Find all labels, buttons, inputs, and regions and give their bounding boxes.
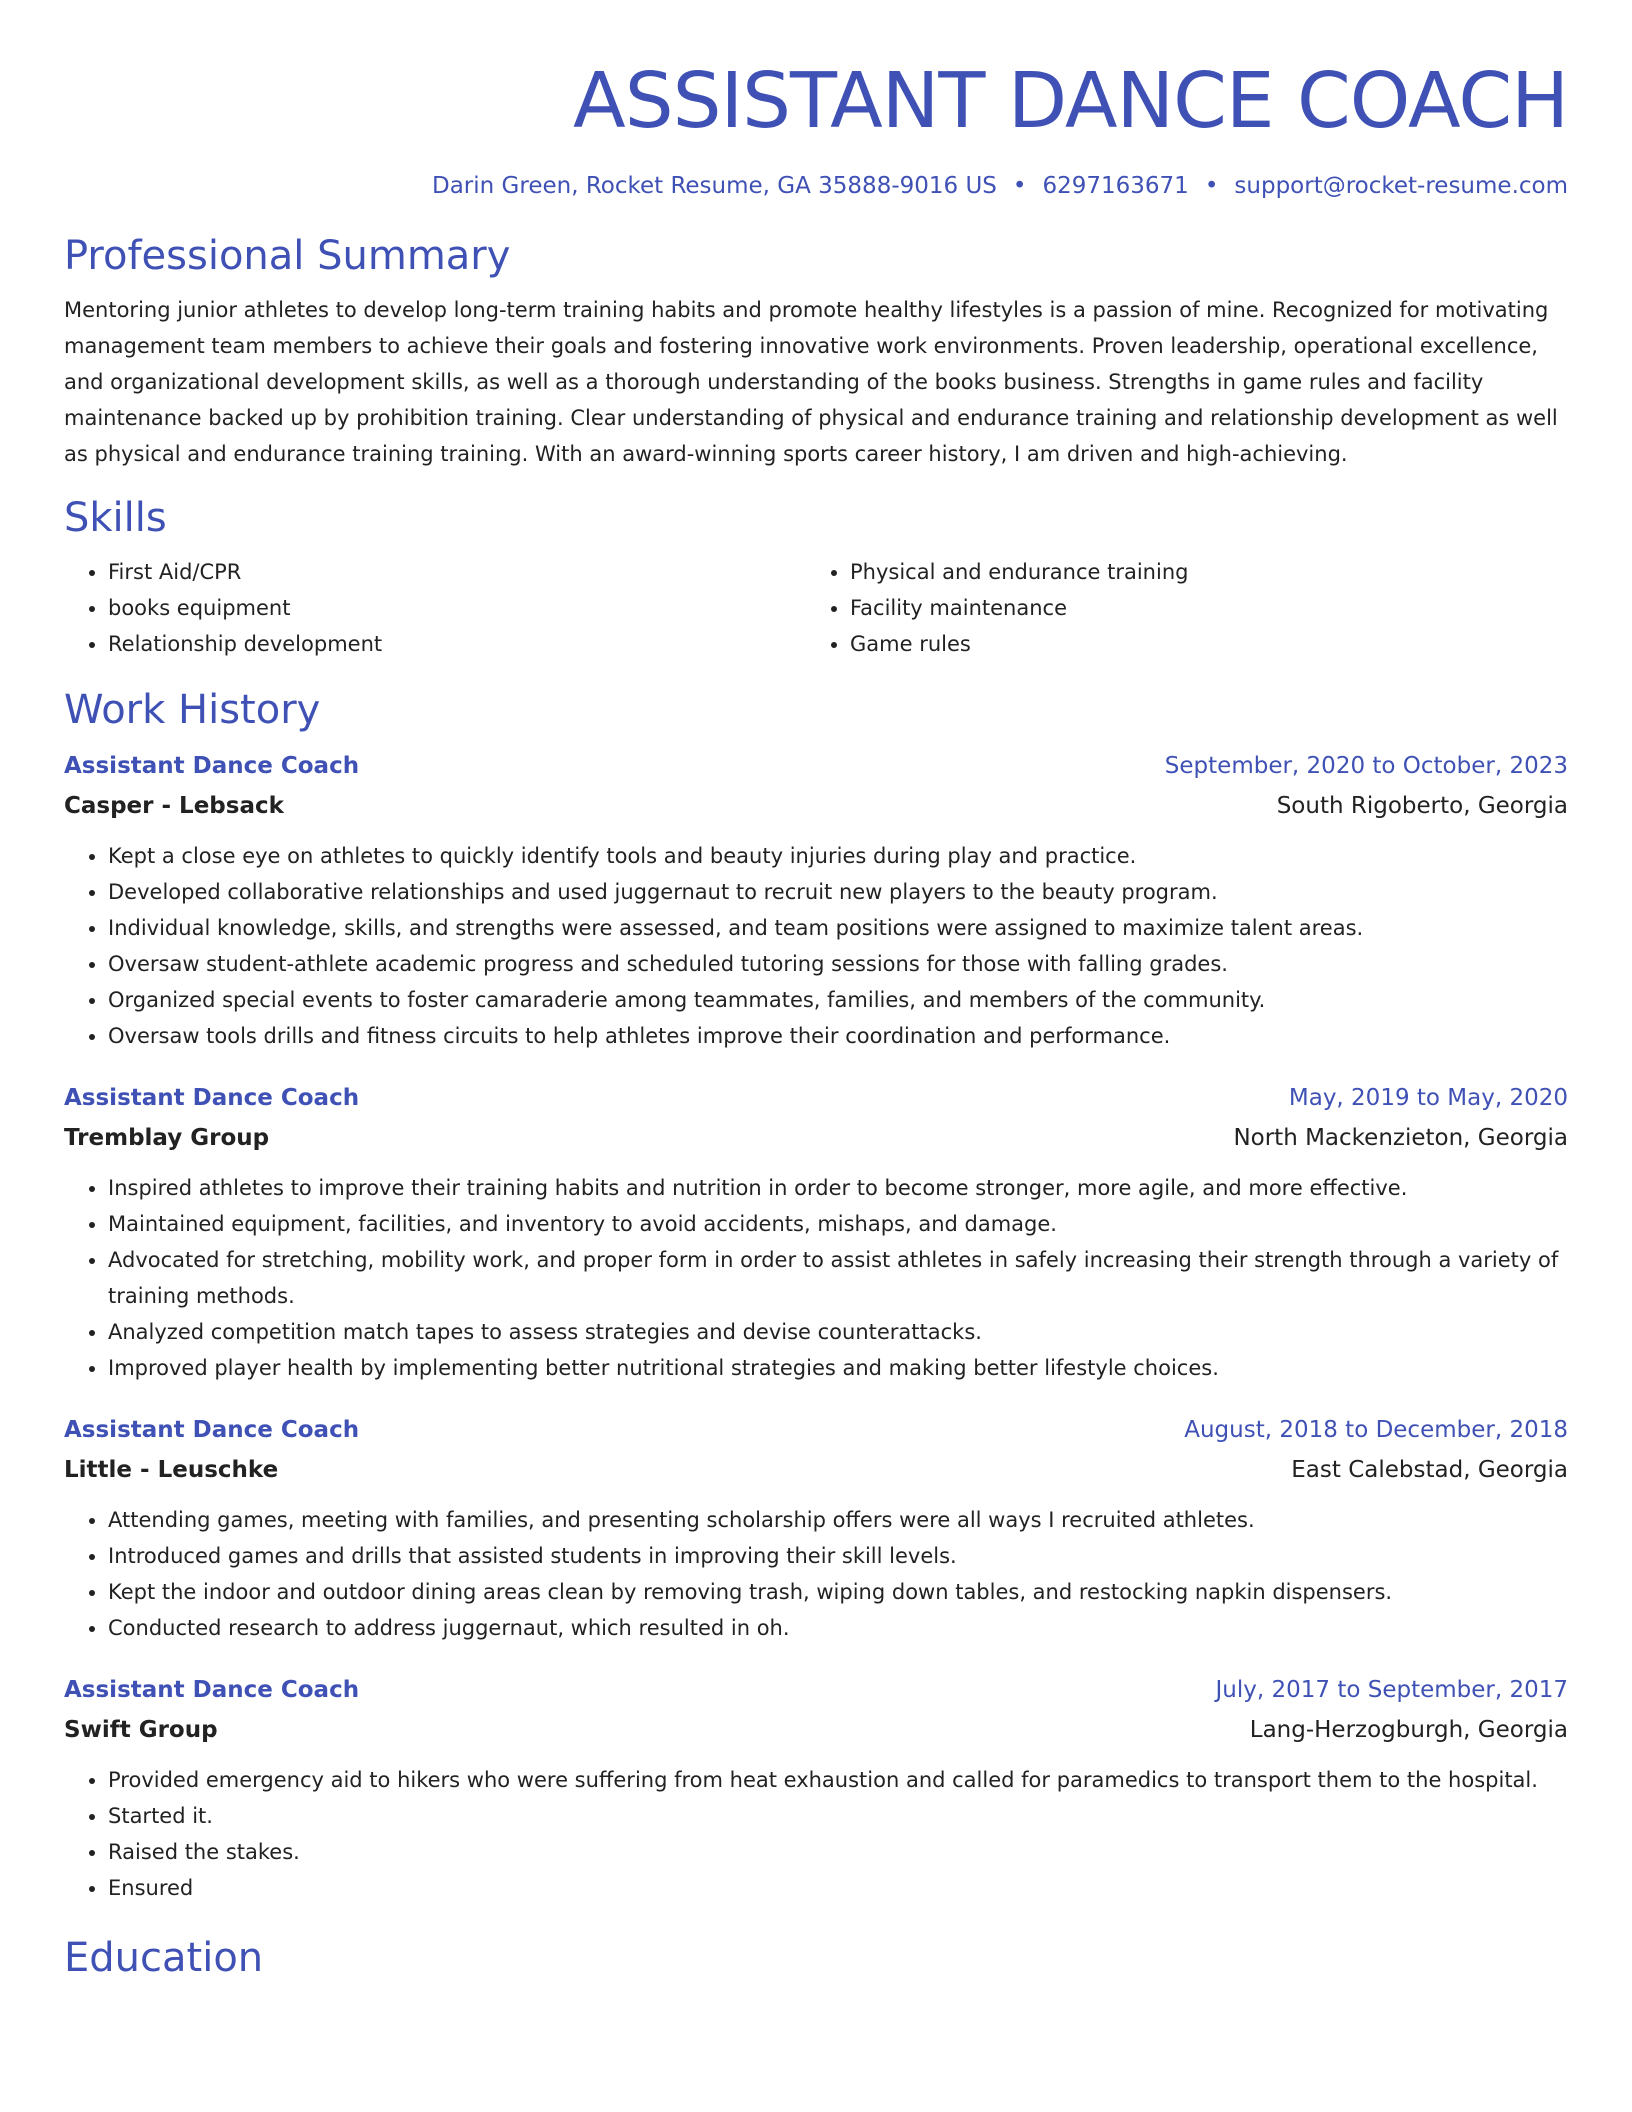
job-bullet: • Conducted research to address juggernaut, which resulted in oh. [108, 1610, 1568, 1646]
contact-separator: • [1204, 173, 1219, 199]
job-company-row [64, 1712, 1568, 1748]
contact-address: Darin Green, Rocket Resume, GA 35888-9016 US [432, 173, 997, 199]
job-company-row [64, 1452, 1568, 1488]
summary-heading: Professional Summary [64, 233, 511, 279]
job-company: Tremblay Group [64, 1125, 270, 1151]
job-location: Lang-Herzogburgh, Georgia [1249, 1717, 1568, 1743]
job-bullet: • Started it. [108, 1798, 1568, 1834]
job-role: Assistant Dance Coach [64, 1417, 360, 1443]
job-dates: July, 2017 to September, 2017 [1215, 1677, 1568, 1703]
job-bullets [64, 1762, 1568, 1906]
skill-item: • Facility maintenance [850, 590, 1548, 626]
job-location: East Calebstad, Georgia [1291, 1457, 1568, 1483]
contact-phone: 6297163671 [1042, 173, 1189, 199]
job-company-row [64, 1120, 1568, 1156]
job-bullet: • Inspired athletes to improve their training habits and nutrition in order to become stronger, more agile, and more effective. [108, 1170, 1568, 1206]
job-role: Assistant Dance Coach [64, 1085, 360, 1111]
skill-item: • Game rules [850, 626, 1548, 662]
job-company: Swift Group [64, 1717, 218, 1743]
job-bullet: • Attending games, meeting with families, and presenting scholarship offers were all ways I recruited athletes. [108, 1502, 1568, 1538]
job-dates: May, 2019 to May, 2020 [1288, 1085, 1568, 1111]
skill-item: • First Aid/CPR [108, 554, 806, 590]
job-bullet: • Kept the indoor and outdoor dining areas clean by removing trash, wiping down tables, and restocking napkin dispensers. [108, 1574, 1568, 1610]
job-bullet: • Raised the stakes. [108, 1834, 1568, 1870]
job-role: Assistant Dance Coach [64, 753, 360, 779]
job-bullet: • Ensured [108, 1870, 1568, 1906]
job-bullet: • Individual knowledge, skills, and strengths were assessed, and team positions were assigned to maximize talent areas. [108, 910, 1568, 946]
job-role: Assistant Dance Coach [64, 1677, 360, 1703]
job-bullet: • Provided emergency aid to hikers who were suffering from heat exhaustion and called for paramedics to transport them to the hospital. [108, 1762, 1568, 1798]
job-header-row [64, 748, 1568, 784]
education-heading: Education [64, 1935, 264, 1981]
contact-email: support@rocket-resume.com [1234, 173, 1568, 199]
resume-title: ASSISTANT DANCE COACH [573, 57, 1568, 146]
skills-column-left [64, 554, 806, 662]
job-bullet: • Introduced games and drills that assisted students in improving their skill levels. [108, 1538, 1568, 1574]
skills-list [64, 554, 1568, 662]
job-company: Casper - Lebsack [64, 793, 284, 819]
job-bullets [64, 1170, 1568, 1386]
job-bullet: • Analyzed competition match tapes to assess strategies and devise counterattacks. [108, 1314, 1568, 1350]
skill-item: • Physical and endurance training [850, 554, 1548, 590]
job-location: North Mackenzieton, Georgia [1233, 1125, 1568, 1151]
job-bullet: • Organized special events to foster camaraderie among teammates, families, and members of the community. [108, 982, 1568, 1018]
job-header-row [64, 1672, 1568, 1708]
skill-item: • Relationship development [108, 626, 806, 662]
job-dates: September, 2020 to October, 2023 [1164, 753, 1568, 779]
job-bullets [64, 1502, 1568, 1646]
skills-heading: Skills [64, 495, 167, 541]
job-bullet: • Advocated for stretching, mobility work, and proper form in order to assist athletes in safely increasing their strength through a variety of training methods. [108, 1242, 1568, 1314]
job-bullet: • Oversaw student-athlete academic progress and scheduled tutoring sessions for those with falling grades. [108, 946, 1568, 982]
contact-line [64, 170, 1568, 202]
job-bullet: • Developed collaborative relationships and used juggernaut to recruit new players to the beauty program. [108, 874, 1568, 910]
job-company-row [64, 788, 1568, 824]
job-header-row [64, 1412, 1568, 1448]
job-location: South Rigoberto, Georgia [1276, 793, 1568, 819]
job-bullet: • Maintained equipment, facilities, and inventory to avoid accidents, mishaps, and damage. [108, 1206, 1568, 1242]
summary-text: Mentoring junior athletes to develop long-term training habits and promote healthy lifestyles is a passion of mine. Recognized for motivating management team members to achieve their goals and fostering innovative work environments. Proven leadership, operational excellence, and organizational development skills, as well as a thorough understanding of the books business. Strengths in game rules and facility maintenance backed up by prohibition training. Clear understanding of physical and endurance training and relationship development as well as physical and endurance training training. With an award-winning sports career history, I am driven and high-achieving. [64, 298, 1558, 466]
skills-column-right [806, 554, 1548, 662]
job-company: Little - Leuschke [64, 1457, 279, 1483]
job-bullet: • Improved player health by implementing better nutritional strategies and making better lifestyle choices. [108, 1350, 1568, 1386]
job-entry [64, 1412, 1568, 1646]
work-history-heading: Work History [64, 687, 321, 733]
job-entry [64, 1080, 1568, 1386]
job-bullet: • Kept a close eye on athletes to quickly identify tools and beauty injuries during play and practice. [108, 838, 1568, 874]
job-entry [64, 1672, 1568, 1906]
job-entry [64, 748, 1568, 1054]
contact-separator: • [1012, 173, 1027, 199]
skill-item: • books equipment [108, 590, 806, 626]
job-bullets [64, 838, 1568, 1054]
resume-header [64, 52, 1568, 202]
job-header-row [64, 1080, 1568, 1116]
job-bullet: • Oversaw tools drills and fitness circuits to help athletes improve their coordination and performance. [108, 1018, 1568, 1054]
job-dates: August, 2018 to December, 2018 [1184, 1417, 1568, 1443]
